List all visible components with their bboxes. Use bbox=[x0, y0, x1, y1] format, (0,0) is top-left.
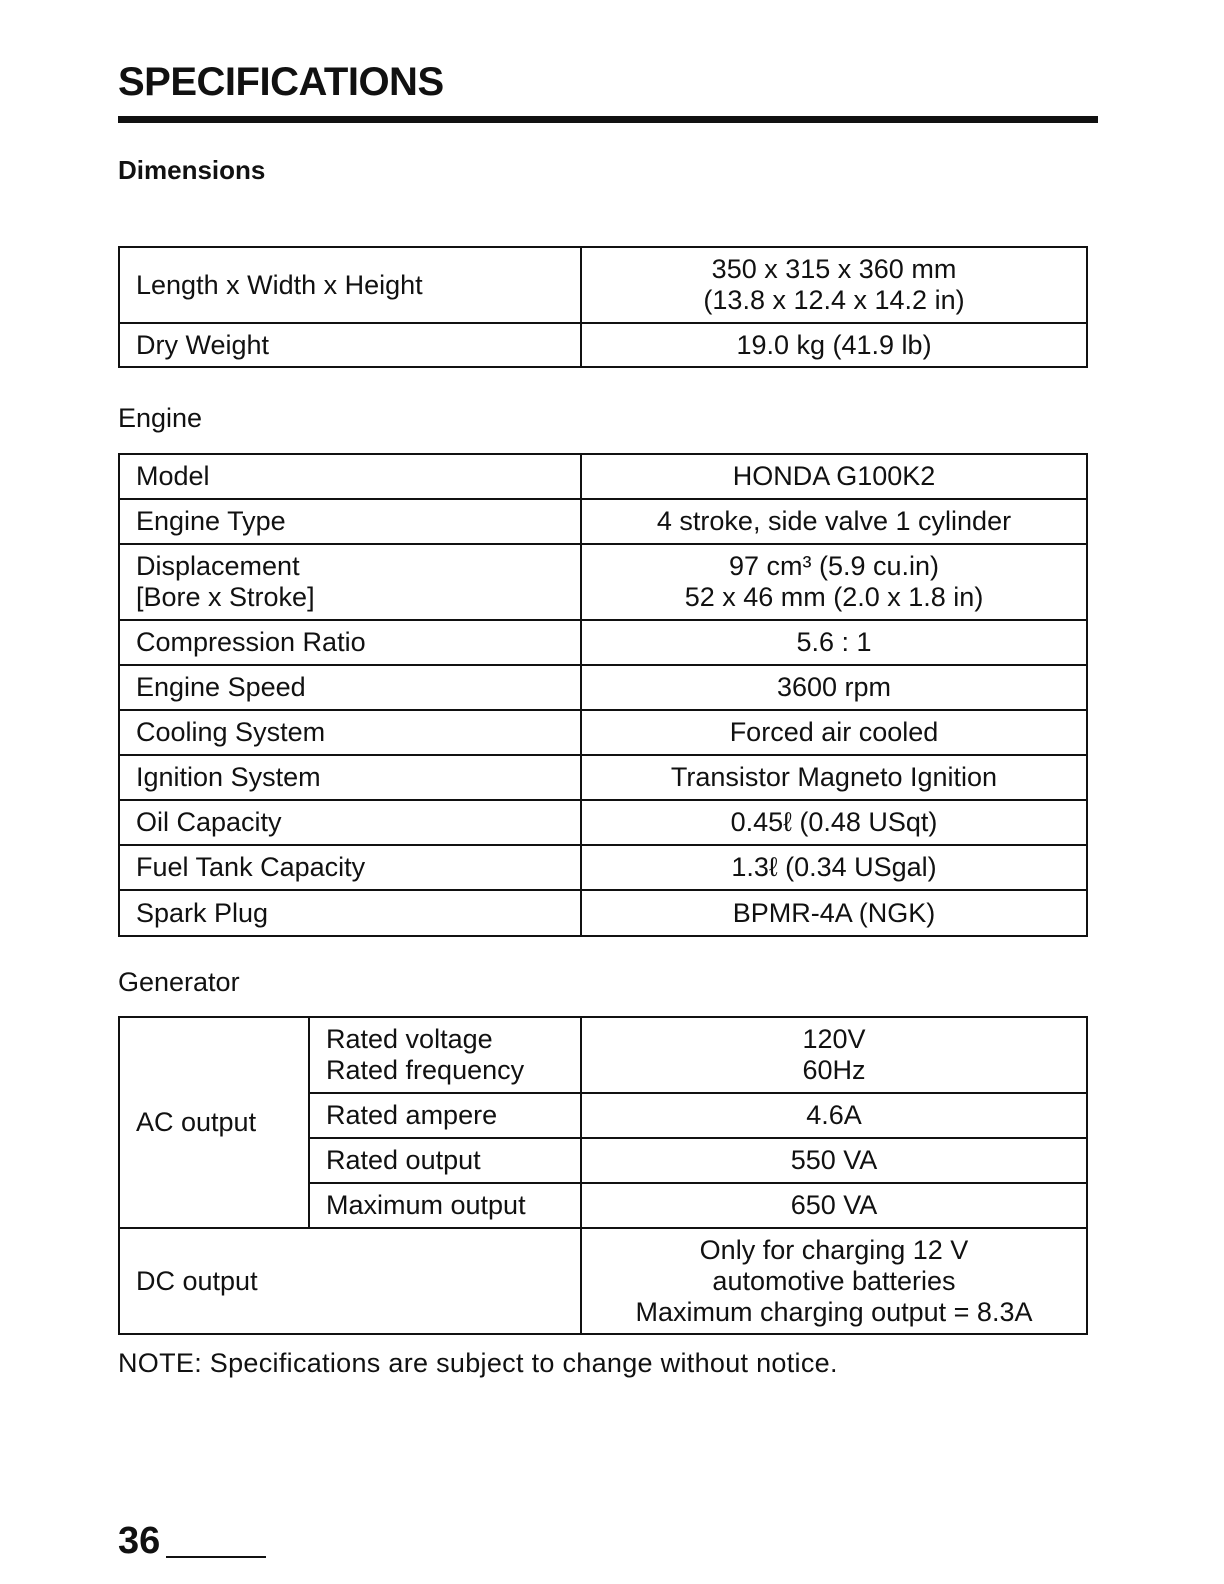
table-row bbox=[119, 845, 1087, 890]
spec-value: Forced air cooled bbox=[581, 710, 1087, 755]
table-row bbox=[119, 247, 1087, 323]
spec-value: Only for charging 12 V automotive batteries Maximum charging output = 8.3A bbox=[581, 1228, 1087, 1334]
dimensions-table bbox=[118, 246, 1088, 368]
note-text: NOTE: Specifications are subject to change without notice. bbox=[118, 1348, 838, 1378]
dimensions-heading: Dimensions bbox=[118, 155, 266, 185]
spec-value: 650 VA bbox=[581, 1183, 1087, 1228]
page-number: 36 bbox=[118, 1520, 161, 1562]
table-row bbox=[119, 665, 1087, 710]
spec-value: 19.0 kg (41.9 lb) bbox=[581, 323, 1087, 367]
spec-label: Ignition System bbox=[119, 755, 581, 800]
spec-value: 0.45ℓ (0.48 USqt) bbox=[581, 800, 1087, 845]
spec-value: 120V 60Hz bbox=[581, 1017, 1087, 1093]
spec-label: Rated ampere bbox=[309, 1093, 581, 1138]
table-row bbox=[119, 620, 1087, 665]
spec-label: Compression Ratio bbox=[119, 620, 581, 665]
ac-output-label: AC output bbox=[119, 1017, 309, 1228]
spec-value: 350 x 315 x 360 mm (13.8 x 12.4 x 14.2 in) bbox=[581, 247, 1087, 323]
spec-label: Oil Capacity bbox=[119, 800, 581, 845]
spec-value: 1.3ℓ (0.34 USgal) bbox=[581, 845, 1087, 890]
table-row bbox=[119, 1017, 1087, 1093]
spec-label: Model bbox=[119, 454, 581, 499]
spec-label: Dry Weight bbox=[119, 323, 581, 367]
generator-table bbox=[118, 1016, 1088, 1335]
dc-output-label: DC output bbox=[119, 1228, 581, 1334]
page-title: SPECIFICATIONS bbox=[118, 60, 444, 104]
engine-heading: Engine bbox=[118, 403, 203, 433]
spec-value: 4.6A bbox=[581, 1093, 1087, 1138]
spec-value: 550 VA bbox=[581, 1138, 1087, 1183]
spec-label: Rated output bbox=[309, 1138, 581, 1183]
spec-label: Cooling System bbox=[119, 710, 581, 755]
spec-value: 4 stroke, side valve 1 cylinder bbox=[581, 499, 1087, 544]
table-row bbox=[119, 800, 1087, 845]
table-row bbox=[119, 544, 1087, 620]
spec-label: Displacement [Bore x Stroke] bbox=[119, 544, 581, 620]
generator-heading: Generator bbox=[118, 967, 240, 997]
spec-label: Maximum output bbox=[309, 1183, 581, 1228]
page-number-rule bbox=[166, 1556, 266, 1558]
table-row bbox=[119, 890, 1087, 936]
spec-value: HONDA G100K2 bbox=[581, 454, 1087, 499]
spec-label: Spark Plug bbox=[119, 890, 581, 936]
table-row bbox=[119, 710, 1087, 755]
spec-label: Fuel Tank Capacity bbox=[119, 845, 581, 890]
spec-value: 5.6 : 1 bbox=[581, 620, 1087, 665]
table-row bbox=[119, 323, 1087, 367]
table-row bbox=[119, 454, 1087, 499]
spec-label: Length x Width x Height bbox=[119, 247, 581, 323]
spec-value: 97 cm³ (5.9 cu.in) 52 x 46 mm (2.0 x 1.8 in) bbox=[581, 544, 1087, 620]
spec-value: Transistor Magneto Ignition bbox=[581, 755, 1087, 800]
spec-value: BPMR-4A (NGK) bbox=[581, 890, 1087, 936]
table-row bbox=[119, 755, 1087, 800]
table-row bbox=[119, 1228, 1087, 1334]
spec-label: Rated voltage Rated frequency bbox=[309, 1017, 581, 1093]
table-row bbox=[119, 499, 1087, 544]
spec-label: Engine Speed bbox=[119, 665, 581, 710]
engine-table bbox=[118, 453, 1088, 937]
spec-label: Engine Type bbox=[119, 499, 581, 544]
title-rule bbox=[118, 116, 1098, 123]
spec-value: 3600 rpm bbox=[581, 665, 1087, 710]
